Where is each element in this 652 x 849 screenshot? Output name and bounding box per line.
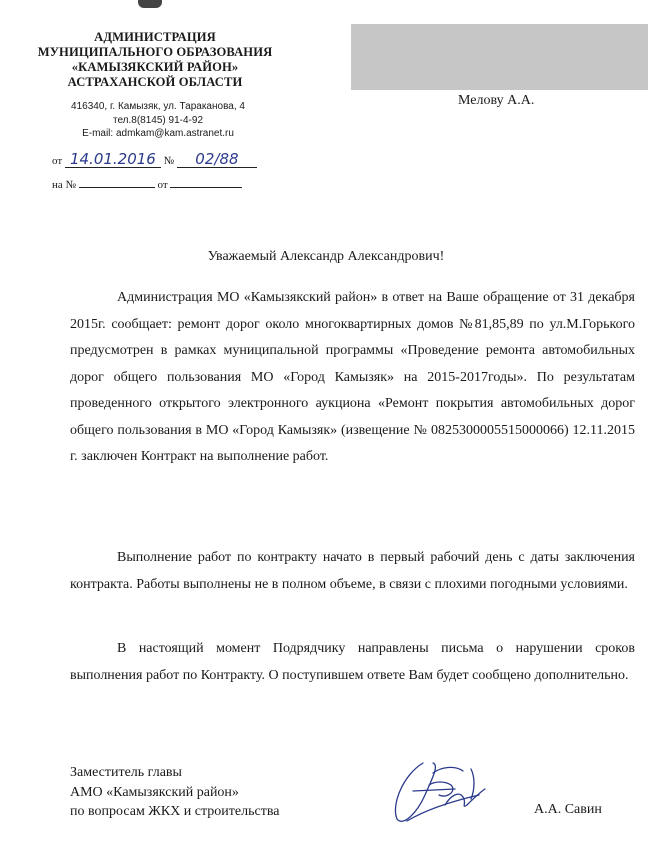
handwritten-signature	[383, 755, 498, 830]
body-paragraph-3: В настоящий момент Подрядчику направлены письма о нарушении сроков выполнения работ по Контракту. О поступившем ответе Вам будет сообщено дополнительно.	[70, 641, 635, 683]
salutation: Уважаемый Александр Александрович!	[207, 249, 445, 264]
coat-of-arms-icon	[138, 0, 162, 8]
letterhead-contacts	[40, 100, 276, 141]
date-label: от	[52, 155, 63, 167]
org-line: АДМИНИСТРАЦИЯ	[94, 30, 216, 44]
handwritten-date: 14.01.2016	[65, 151, 161, 168]
address-text: 416340, г. Камызяк, ул. Тараканова, 4	[71, 101, 245, 112]
redacted-block	[351, 24, 648, 90]
reference-registration	[52, 177, 242, 191]
email-text: E-mail: admkam@kam.astranet.ru	[82, 128, 234, 140]
signatory-title-line: Заместитель главы	[70, 765, 182, 780]
handwritten-number: 02/88	[177, 151, 257, 168]
signatory-title-line: по вопросам ЖКХ и строительства	[70, 804, 280, 819]
ref-date-label: от	[157, 179, 168, 191]
org-line: «КАМЫЗЯКСКИЙ РАЙОН»	[71, 60, 239, 74]
ref-date-blank	[170, 177, 242, 188]
letterhead-organization	[20, 30, 290, 90]
signatory-name: А.А. Савин	[534, 802, 602, 817]
outgoing-registration	[52, 151, 257, 168]
number-label: №	[163, 155, 175, 167]
ref-number-label: на №	[52, 179, 77, 191]
org-line: МУНИЦИПАЛЬНОГО ОБРАЗОВАНИЯ	[37, 45, 273, 59]
body-paragraph-1: Администрация МО «Камызякский район» в ответ на Ваше обращение от 31 декабря 2015г. сообщает: ремонт дорог около многоквартирных домов №81,85,89 по ул.М.Горького предусмотрен в рамках муниципальной программы «Проведение ремонта автомобильных дорог общего пользования МО «Город Камызяк» на 2015-2017годы». По результатам проведенного открытого электронного аукциона «Ремонт покрытия автомобильных дорог общего пользования в МО «Город Камызяк» (извещение № 0825300005515000066) 12.11.2015 г. заключен Контракт на выполнение работ.	[70, 290, 635, 464]
org-line: АСТРАХАНСКОЙ ОБЛАСТИ	[67, 75, 243, 89]
body-paragraph-2: Выполнение работ по контракту начато в первый рабочий день с даты заключения контракта. Работы выполнены не в полном объеме, в связи с плохими погодными условиями.	[70, 550, 635, 592]
signatory-title	[70, 763, 279, 822]
ref-number-blank	[79, 177, 155, 188]
signatory-title-line: АМО «Камызякский район»	[70, 784, 239, 800]
phone-text: тел.8(8145) 91-4-92	[112, 114, 204, 126]
addressee: Мелову А.А.	[458, 93, 535, 108]
